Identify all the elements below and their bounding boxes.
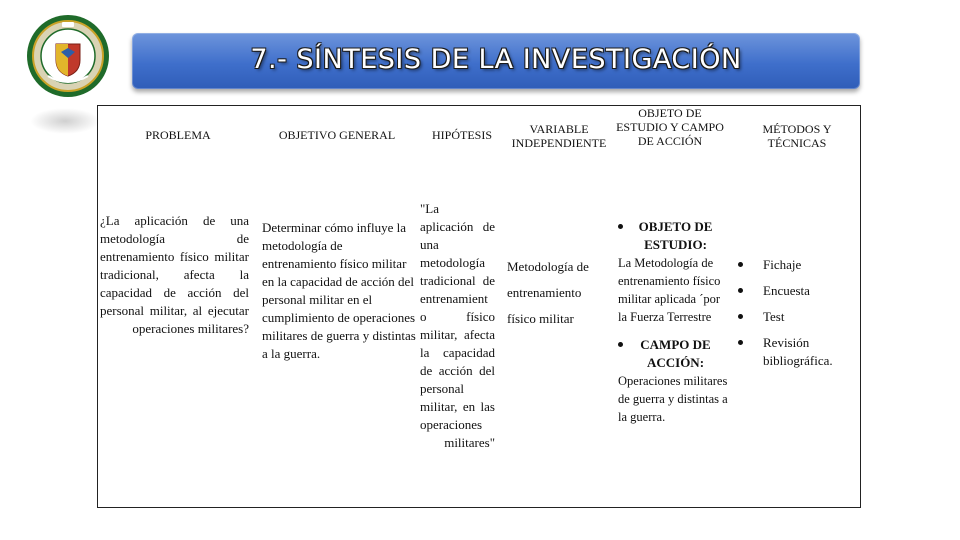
bullet-icon bbox=[738, 262, 743, 267]
institution-seal-logo bbox=[26, 14, 110, 98]
cell-objeto bbox=[618, 218, 728, 426]
campo-accion-heading-row bbox=[618, 336, 728, 372]
cell-objetivo: Determinar cómo influye la metodología de entrenamiento físico militar en la capacidad de acción del personal militar en el cumplimiento de operaciones militares de guerra y distintas a la guerra. bbox=[262, 220, 416, 361]
header-problema: PROBLEMA bbox=[145, 128, 211, 142]
header-hipotesis: HIPÓTESIS bbox=[431, 128, 492, 142]
header-metodos: MÉTODOS Y TÉCNICAS bbox=[762, 122, 832, 150]
cell-metodos bbox=[738, 256, 860, 378]
bullet-icon bbox=[738, 340, 743, 345]
bullet-icon bbox=[738, 314, 743, 319]
campo-accion-text: Operaciones militares de guerra y distintas a la guerra. bbox=[618, 374, 728, 424]
method-item: Revisión bibliográfica. bbox=[738, 334, 860, 370]
header-variable: VARIABLE INDEPENDIENTE bbox=[511, 122, 607, 150]
method-item: Test bbox=[738, 308, 860, 326]
title-banner bbox=[132, 33, 860, 89]
logo-shadow bbox=[30, 108, 100, 134]
cell-variable: Metodología de entrenamiento físico militar bbox=[507, 259, 589, 326]
objeto-estudio-heading-row bbox=[618, 218, 728, 254]
cell-problema: ¿La aplicación de una metodología de entrenamiento físico militar tradicional, afecta la capacidad de acción del personal militar, al ejecutar operaciones militares? bbox=[100, 213, 249, 336]
objeto-estudio-text: La Metodología de entrenamiento físico militar aplicada ´por la Fuerza Terrestre bbox=[618, 256, 721, 324]
methods-list bbox=[738, 256, 860, 370]
research-synthesis-table bbox=[97, 105, 861, 508]
method-item: Fichaje bbox=[738, 256, 860, 274]
slide-title: 7.- SÍNTESIS DE LA INVESTIGACIÓN bbox=[250, 44, 742, 75]
cell-hipotesis: "La aplicación de una metodología tradicional de entrenamient o físico militar, afecta la capacidad de acción del personal militar, en las operaciones militares" bbox=[420, 201, 495, 450]
bullet-icon bbox=[738, 288, 743, 293]
method-item: Encuesta bbox=[738, 282, 860, 300]
header-objetivo: OBJETIVO GENERAL bbox=[278, 128, 396, 142]
objeto-estudio-heading: OBJETO DE ESTUDIO: bbox=[638, 219, 713, 252]
campo-accion-heading: CAMPO DE ACCIÓN: bbox=[640, 337, 711, 370]
header-objeto: OBJETO DE ESTUDIO Y CAMPO DE ACCIÓN bbox=[616, 106, 724, 148]
